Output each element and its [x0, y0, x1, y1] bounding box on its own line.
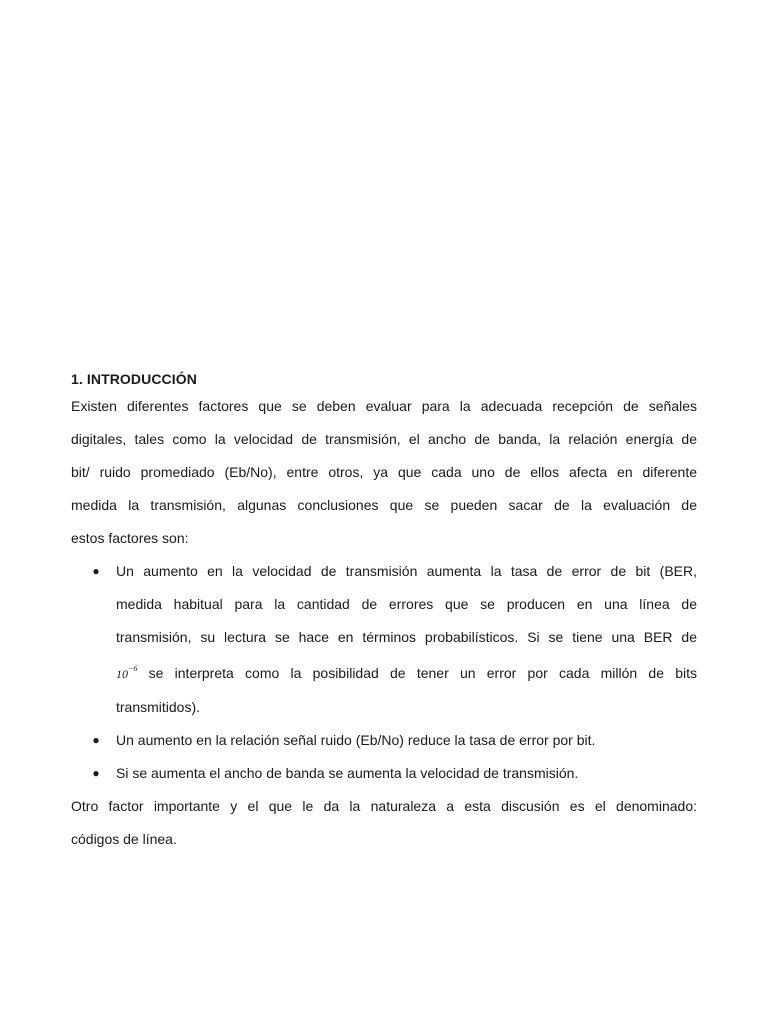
list-item-text [116, 724, 697, 757]
list-item-text [116, 555, 697, 724]
bullet-icon: ● [92, 564, 100, 578]
list-item [71, 555, 697, 724]
bullet-icon: ● [92, 733, 100, 747]
closing-line: Otro factor importante y el que le da la naturaleza a esta discusión es el denominado: [71, 798, 697, 814]
list-item-line: Un aumento en la velocidad de transmisión aumenta la tasa de error de bit (BER, [116, 563, 697, 579]
ber-power-value [116, 664, 138, 681]
list-item-line: medida habitual para la cantidad de errores que se producen en una línea de [116, 596, 697, 612]
list-item-line [116, 654, 697, 691]
closing-line: códigos de línea. [71, 831, 177, 847]
list-item-line: Si se aumenta el ancho de banda se aumenta la velocidad de transmisión. [116, 765, 579, 781]
list-item [71, 757, 697, 790]
document-content [71, 368, 697, 856]
list-item-text [116, 757, 697, 790]
list-item-line: transmisión, su lectura se hace en términos probabilísticos. Si se tiene una BER de [116, 629, 697, 645]
intro-paragraph [71, 390, 697, 555]
list-item-line: Un aumento en la relación señal ruido (Eb/No) reduce la tasa de error por bit. [116, 732, 596, 748]
intro-line: bit/ ruido promediado (Eb/No), entre otros, ya que cada uno de ellos afecta en diferente [71, 464, 697, 480]
list-item-line-rest: se interpreta como la posibilidad de tener un error por cada millón de bits [148, 665, 697, 681]
bullet-icon: ● [92, 766, 100, 780]
intro-line: estos factores son: [71, 530, 189, 546]
intro-line: digitales, tales como la velocidad de transmisión, el ancho de banda, la relación energía de [71, 431, 697, 447]
ber-power-base: 10 [116, 667, 128, 681]
list-item-line: transmitidos). [116, 699, 201, 715]
ber-power-exponent: −6 [128, 664, 138, 673]
factors-list [71, 555, 697, 790]
closing-paragraph [71, 790, 697, 856]
section-heading: 1. INTRODUCCIÓN [71, 371, 197, 387]
intro-line: medida la transmisión, algunas conclusiones que se pueden sacar de la evaluación de [71, 497, 697, 513]
intro-line: Existen diferentes factores que se deben evaluar para la adecuada recepción de señales [71, 398, 697, 414]
list-item [71, 724, 697, 757]
